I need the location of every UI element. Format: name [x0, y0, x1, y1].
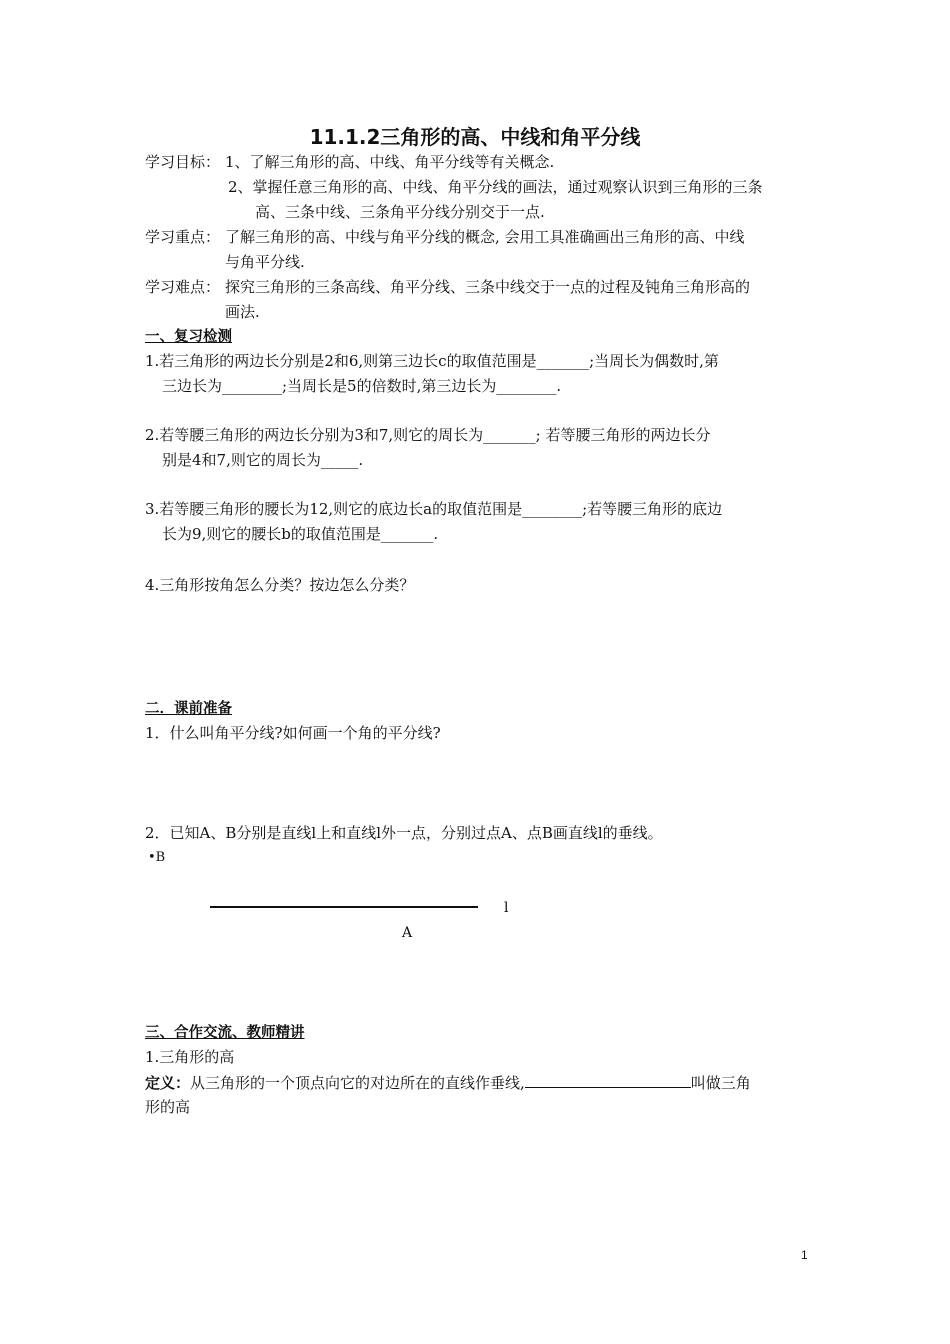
- difficulties-label: 学习难点：: [145, 278, 221, 296]
- q3-line-1: 3.若等腰三角形的腰长为12,则它的底边长a的取值范围是________;若等腰三角形的底边: [145, 500, 723, 518]
- definition-line-1: [145, 1073, 751, 1094]
- difficulties-line-1: 探究三角形的三条高线、角平分线、三条中线交于一点的过程及钝角三角形高的: [225, 278, 751, 296]
- q1-line-1: 1.若三角形的两边长分别是2和6,则第三边长c的取值范围是_______;当周长为偶数时,第: [145, 352, 719, 370]
- section-2-q2: 2．已知A、B分别是直线l上和直线l外一点，分别过点A、点B画直线l的垂线。: [145, 824, 663, 842]
- section-2-q1: 1．什么叫角平分线?如何画一个角的平分线?: [145, 724, 441, 742]
- key-points-line-1: 了解三角形的高、中线与角平分线的概念, 会用工具准确画出三角形的高、中线: [225, 228, 745, 246]
- point-b-label: •B: [148, 850, 166, 865]
- key-points-line-2: 与角平分线.: [225, 253, 305, 271]
- page-title: 11.1.2三角形的高、中线和角平分线: [309, 125, 641, 149]
- definition-text: 从三角形的一个顶点向它的对边所在的直线作垂线,: [190, 1074, 525, 1092]
- q1-line-2: 三边长为________;当周长是5的倍数时,第三边长为________.: [162, 377, 562, 395]
- section-2-heading: 二．课前准备: [145, 701, 232, 717]
- definition-blank[interactable]: [525, 1073, 691, 1088]
- definition-line-2: 形的高: [145, 1098, 191, 1116]
- section-3-sub-1: 1.三角形的高: [145, 1048, 235, 1066]
- definition-after: 叫做三角: [690, 1074, 751, 1092]
- line-l: [210, 906, 478, 908]
- point-a-label: A: [402, 925, 413, 941]
- q4: 4.三角形按角怎么分类？按边怎么分类？: [145, 576, 415, 594]
- goals-item-2-line-2: 高、三条中线、三条角平分线分别交于一点.: [255, 203, 545, 221]
- section-1-heading: 一、复习检测: [145, 329, 232, 345]
- goals-label: 学习目标：: [145, 153, 221, 171]
- definition-label: 定义：: [145, 1074, 191, 1092]
- line-l-label: l: [504, 900, 509, 916]
- difficulties-line-2: 画法.: [225, 303, 260, 321]
- q2-line-2: 别是4和7,则它的周长为_____.: [162, 451, 364, 469]
- q3-line-2: 长为9,则它的腰长b的取值范围是_______.: [162, 525, 439, 543]
- goals-item-2-line-1: 2、掌握任意三角形的高、中线、角平分线的画法，通过观察认识到三角形的三条: [228, 178, 763, 196]
- section-3-heading: 三、合作交流、教师精讲: [145, 1025, 305, 1041]
- q2-line-1: 2.若等腰三角形的两边长分别为3和7,则它的周长为_______; 若等腰三角形的两边长分: [145, 426, 711, 444]
- key-points-label: 学习重点：: [145, 228, 221, 246]
- page-number: 1: [801, 1248, 808, 1262]
- goals-item-1: 1、了解三角形的高、中线、角平分线等有关概念.: [225, 153, 555, 171]
